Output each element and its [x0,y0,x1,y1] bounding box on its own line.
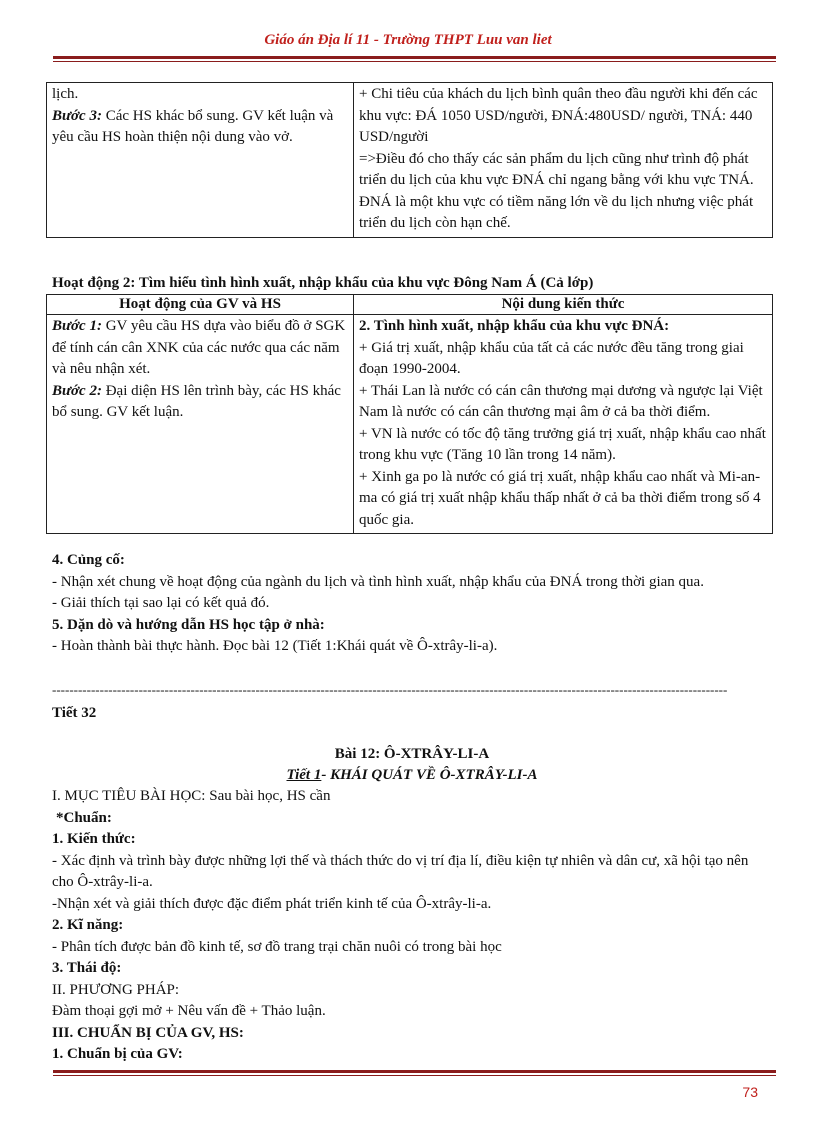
text-line: - Phân tích được bản đồ kinh tế, sơ đồ trang trại chăn nuôi có trong bài học [52,938,502,955]
teacher-activity-cell [47,83,354,238]
content-paragraph: + Thái Lan là nước có cán cân thương mại dương và ngược lại Việt Nam là nước có cán cân thương mại âm ở cả ba thời điểm. [359,382,763,420]
step-paragraph: Bước 2: Đại diện HS lên trình bày, các HS khác bổ sung. GV kết luận. [52,382,341,420]
page-number: 73 [742,1084,758,1100]
section-heading: 2. Kĩ năng: [52,917,124,933]
step-paragraph: Bước 3: Các HS khác bổ sung. GV kết luận và yêu cầu HS hoàn thiện nội dung vào vở. [52,107,334,145]
activity-2-heading: Hoạt động 2: Tìm hiểu tình hình xuất, nhập khẩu của khu vực Đông Nam Á (Cả lớp) [52,275,594,291]
table-row [47,315,773,534]
lesson-plan-body [52,786,772,1066]
content-paragraph: + Giá trị xuất, nhập khẩu của tất cả các nước đều tăng trong giai đoạn 1990-2004. [359,339,744,377]
footer-rule [53,1070,776,1076]
text-line: - Xác định và trình bày được những lợi thế và thách thức do vị trí địa lí, điều kiện tự nhiên và dân cư, xã hội tạo nên cho Ô-xtrây-li-a. [52,852,749,890]
text-line: - Giải thích tại sao lại có kết quả đó. [52,595,270,611]
section-heading: 5. Dặn dò và hướng dẫn HS học tập ở nhà: [52,616,325,633]
lesson-title: Bài 12: Ô-XTRÂY-LI-A [334,746,490,762]
document-header-title: Giáo án Địa lí 11 - Trường THPT Luu van liet [264,32,552,48]
dashed-divider: ------------------------------------------------------------------------------------------------------------------------------------------------------------ [52,683,728,697]
section-heading: III. CHUẨN BỊ CỦA GV, HS: [52,1024,244,1041]
header-rule [53,56,776,62]
content-section-title: 2. Tình hình xuất, nhập khẩu của khu vực ĐNÁ: [359,318,670,334]
section-heading: II. PHƯƠNG PHÁP: [52,981,180,998]
content-paragraph: + VN là nước có tốc độ tăng trưởng giá trị xuất, nhập khẩu cao nhất trong khu vực (Tăng 10 lần trong 14 năm). [359,425,766,463]
text-line: -Nhận xét và giải thích được đặc điểm phát triển kinh tế của Ô-xtrây-li-a. [52,895,492,912]
standard-label: *Chuẩn: [56,809,112,826]
lesson-subtitle: Tiết 1- KHÁI QUÁT VỀ Ô-XTRÂY-LI-A [286,767,538,783]
text-line: Đàm thoại gợi mở + Nêu vấn đề + Thảo luận. [52,1003,326,1019]
content-paragraph: =>Điều đó cho thấy các sản phẩm du lịch cũng như trình độ phát triển du lịch của khu vực ĐNÁ chỉ ngang bằng với khu vực TNÁ. ĐNÁ là một khu vực có tiềm năng lớn về du lịch nhưng việc phát triển du lịch còn hạn chế. [359,150,754,231]
table-row [47,83,773,238]
content-paragraph: + Chi tiêu của khách du lịch bình quân theo đầu người khi đến các khu vực: ĐÁ 1050 USD/người, ĐNÁ:480USD/ người, TNÁ: 440 USD/người [359,86,758,145]
step-paragraph: lịch. [52,86,79,102]
section-heading: 1. Kiến thức: [52,831,136,847]
column-header-activity: Hoạt động của GV và HS [47,295,354,315]
continuation-table [46,82,773,238]
teacher-activity-cell [47,315,354,534]
knowledge-content-cell [354,315,773,534]
knowledge-content-cell [354,83,773,238]
objectives-line: I. MỤC TIÊU BÀI HỌC: Sau bài học, HS cần [52,788,331,804]
text-line: - Nhận xét chung về hoạt động của ngành du lịch và tình hình xuất, nhập khẩu của ĐNÁ trong thời gian qua. [52,573,704,590]
activity-2-table [46,294,773,534]
period-label: Tiết 32 [52,705,97,721]
consolidation-section [52,550,772,658]
text-line: - Hoàn thành bài thực hành. Đọc bài 12 (Tiết 1:Khái quát về Ô-xtrây-li-a). [52,638,498,654]
content-paragraph: + Xinh ga po là nước có giá trị xuất, nhập khẩu cao nhất và Mi-an-ma có giá trị xuất nhập khẩu thấp nhất ở cả ba thời điểm trong số 4 quốc gia. [359,468,761,528]
section-heading: 3. Thái độ: [52,960,122,976]
table-header-row [47,295,773,315]
step-paragraph: Bước 1: GV yêu cầu HS dựa vào biểu đồ ở SGK để tính cán cân XNK của các nước qua các năm và nêu nhận xét. [52,318,346,377]
section-heading: 1. Chuẩn bị của GV: [52,1046,183,1062]
column-header-content: Nội dung kiến thức [354,295,773,315]
section-heading: 4. Củng cố: [52,552,125,568]
